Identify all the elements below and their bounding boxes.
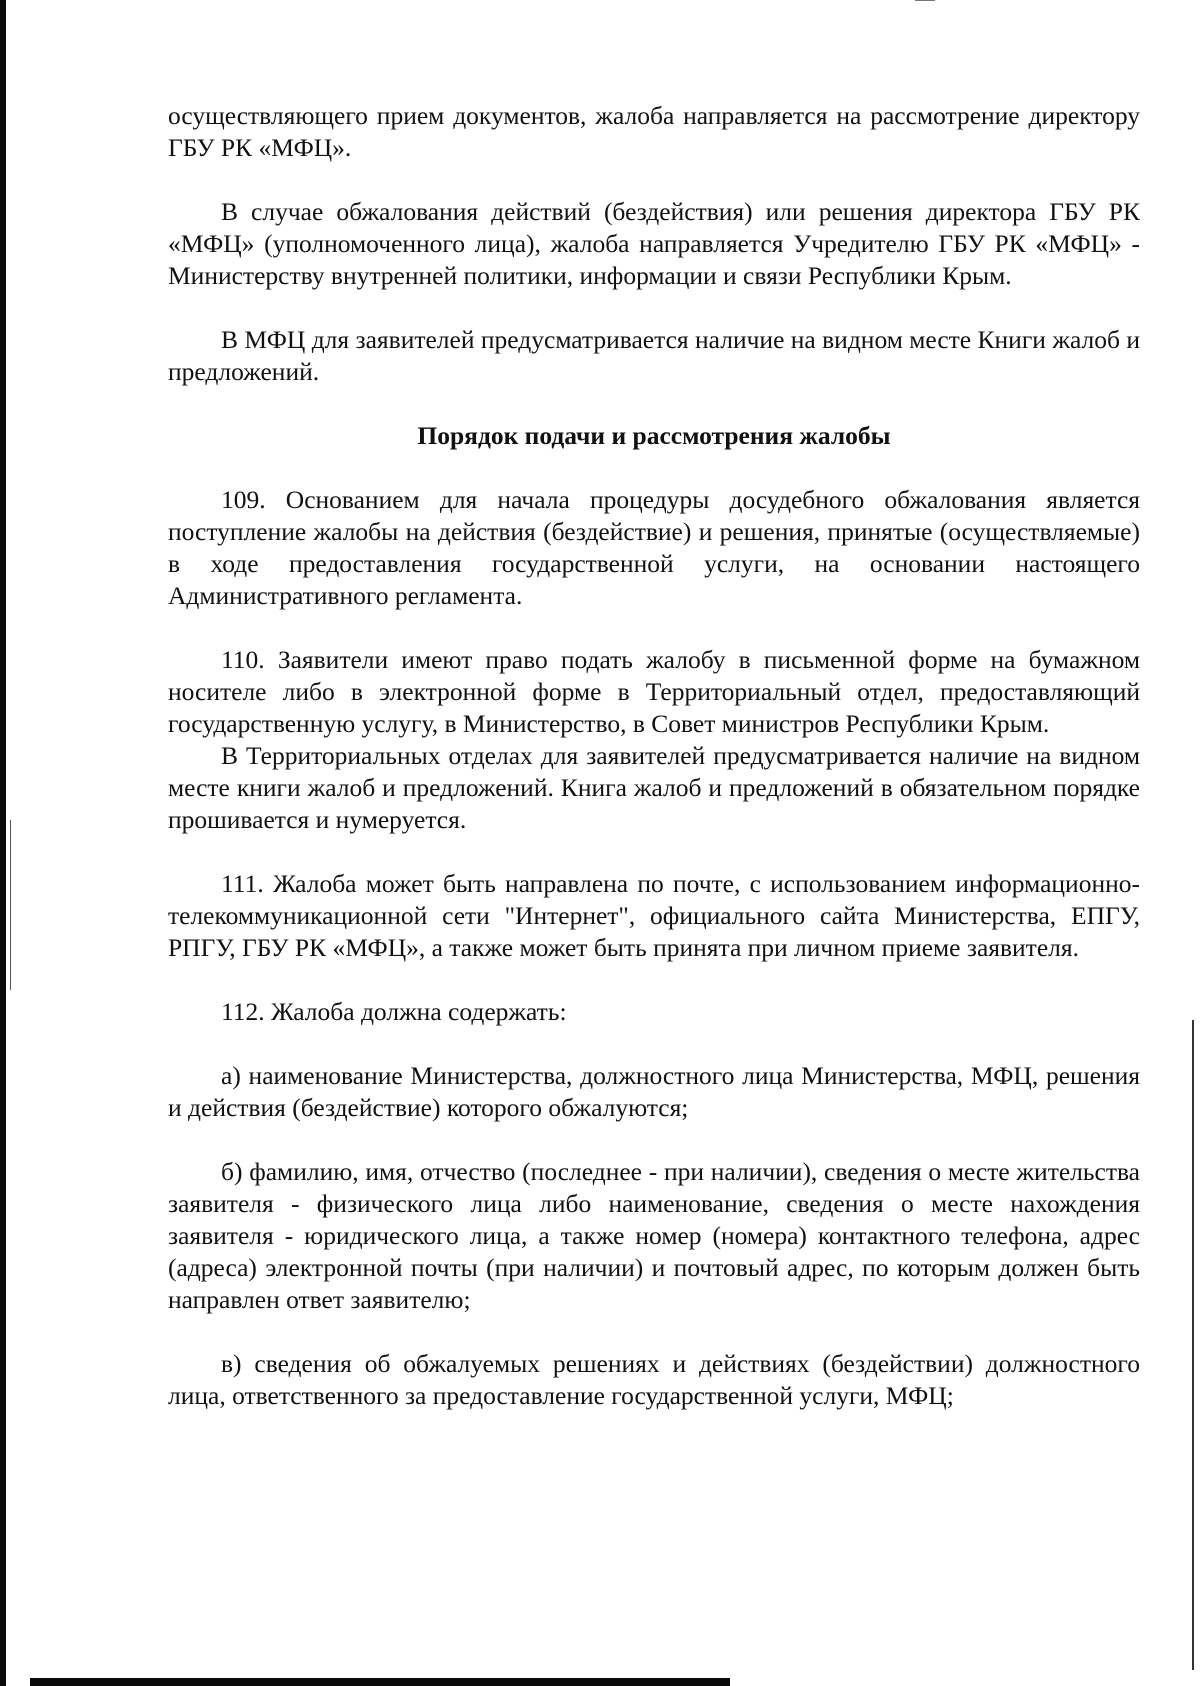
section-heading: Порядок подачи и рассмотрения жалобы bbox=[417, 421, 891, 450]
paragraph-109: 109. Основанием для начала процедуры досудебного обжалования является поступление жалобы на действия (бездействие) и решения, принятые (осуществляемые) в ходе предоставления государственной услуги, на основании настоящего Административного регламента. bbox=[168, 485, 1140, 610]
scan-border-right bbox=[1192, 1020, 1194, 1670]
paragraph-112-b: б) фамилию, имя, отчество (последнее - при наличии), сведения о месте жительства заявителя - физического лица либо наименование, сведения о месте нахождения заявителя - юридического лица, а также номер (номера) контактного телефона, адрес (адреса) электронной почты (при наличии) и почтовый адрес, по которым должен быть направлен ответ заявителю; bbox=[168, 1157, 1140, 1314]
document-page bbox=[168, 100, 1140, 1412]
paragraph-director-appeal: В случае обжалования действий (бездействия) или решения директора ГБУ РК «МФЦ» (уполномоченного лица), жалоба направляется Учредителю ГБУ РК «МФЦ» - Министерству внутренней политики, информации и связи Республики Крым. bbox=[168, 197, 1140, 290]
paragraph-110-book: В Территориальных отделах для заявителей предусматривается наличие на видном месте книги жалоб и предложений. Книга жалоб и предложений в обязательном порядке прошивается и нумеруется. bbox=[168, 741, 1140, 834]
paragraph-112-v: в) сведения об обжалуемых решениях и действиях (бездействии) должностного лица, ответственного за предоставление государственной услуги, МФЦ; bbox=[168, 1349, 1140, 1410]
scan-artifact-line bbox=[10, 820, 11, 990]
paragraph-complaint-book: В МФЦ для заявителей предусматривается наличие на видном месте Книги жалоб и предложений. bbox=[168, 325, 1140, 386]
paragraph-111: 111. Жалоба может быть направлена по почте, с использованием информационно-телекоммуникационной сети "Интернет", официального сайта Министерства, ЕПГУ, РПГУ, ГБУ РК «МФЦ», а также может быть принята при личном приеме заявителя. bbox=[168, 869, 1140, 962]
scan-artifact-top bbox=[915, 0, 935, 1]
paragraph-112: 112. Жалоба должна содержать: bbox=[221, 997, 567, 1026]
paragraph-continuation: осуществляющего прием документов, жалоба направляется на рассмотрение директору ГБУ РК «МФЦ». bbox=[168, 101, 1140, 162]
paragraph-112-a: а) наименование Министерства, должностного лица Министерства, МФЦ, решения и действия (бездействие) которого обжалуются; bbox=[168, 1061, 1140, 1122]
scan-border-left bbox=[0, 0, 6, 1686]
scan-border-bottom bbox=[30, 1678, 730, 1686]
paragraph-110: 110. Заявители имеют право подать жалобу в письменной форме на бумажном носителе либо в электронной форме в Территориальный отдел, предоставляющий государственную услугу, в Министерство, в Совет министров Республики Крым. bbox=[168, 645, 1140, 738]
